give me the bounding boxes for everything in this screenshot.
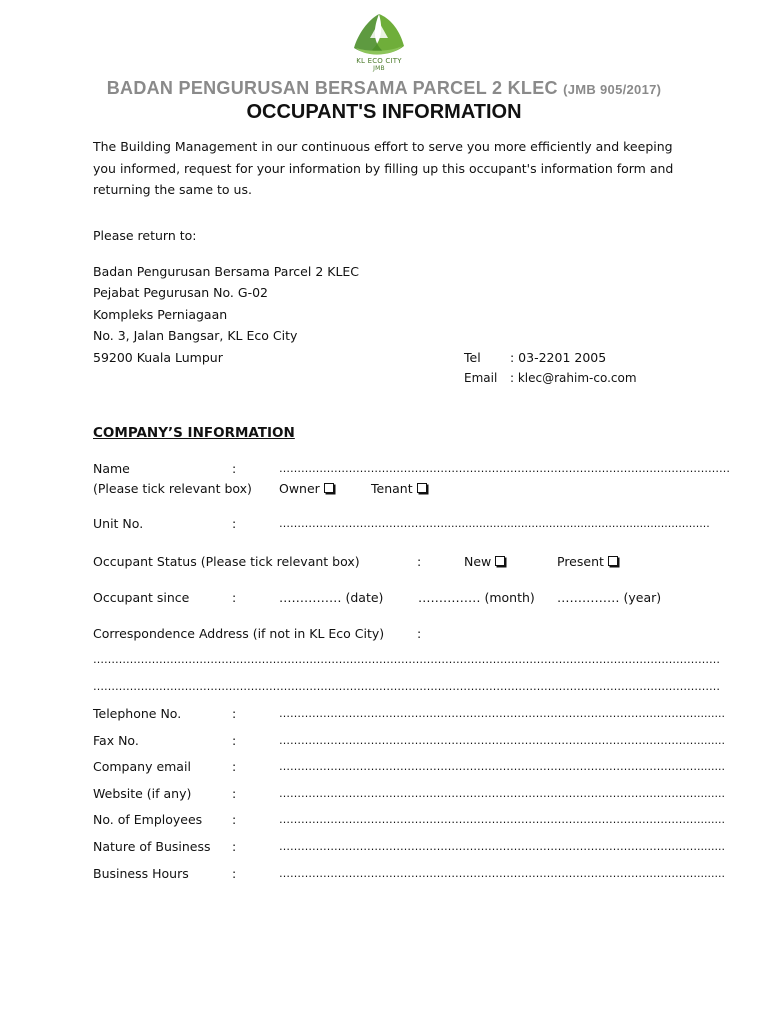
return-to-label: Please return to: — [93, 228, 197, 243]
present-label: Present — [557, 554, 604, 569]
website-field[interactable]: ……………………………………………………………………………………………………........ — [279, 787, 725, 800]
hours-field[interactable]: ……………………………………………………………………………………………………........ — [279, 867, 725, 880]
org-name: BADAN PENGURUSAN BERSAMA PARCEL 2 KLEC — [106, 78, 558, 98]
tick-instruction: (Please tick relevant box) — [93, 481, 252, 496]
correspondence-label: Correspondence Address (if not in KL Eco City) — [93, 626, 385, 641]
new-option — [464, 554, 505, 569]
colon: : — [232, 839, 237, 854]
colon: : — [417, 626, 422, 641]
date-field[interactable]: …………… (date) — [279, 590, 384, 605]
tel-label: Tel — [464, 350, 481, 365]
address-line: 59200 Kuala Lumpur — [93, 350, 223, 365]
name-field[interactable]: …………………………………………………………………………………………………………… — [279, 462, 730, 475]
address-line: Kompleks Perniagaan — [93, 307, 228, 322]
colon: : — [232, 461, 237, 476]
document-title: OCCUPANT'S INFORMATION — [246, 101, 522, 123]
colon: : — [232, 516, 237, 531]
owner-checkbox[interactable] — [324, 483, 334, 493]
colon: : — [232, 590, 237, 605]
colon: : — [232, 706, 237, 721]
tenant-checkbox[interactable] — [417, 483, 427, 493]
company-email-label: Company email — [93, 759, 191, 774]
colon: : — [232, 759, 237, 774]
unit-field[interactable]: ………………………………………............................................................................ — [279, 517, 710, 530]
address-line: No. 3, Jalan Bangsar, KL Eco City — [93, 328, 298, 343]
owner-option — [279, 481, 334, 496]
tenant-label: Tenant — [371, 481, 413, 496]
address-line: Badan Pengurusan Bersama Parcel 2 KLEC — [93, 264, 360, 279]
email-value: : klec@rahim-co.com — [510, 371, 637, 385]
since-label: Occupant since — [93, 590, 190, 605]
nature-field[interactable]: ……………………………………………………………………………………………………........ — [279, 840, 725, 853]
correspondence-line-2[interactable]: ……………………………………………………………………………………………………………………………………………………… — [93, 680, 720, 693]
intro-paragraph: The Building Management in our continuous effort to serve you more efficiently and keeping you informed, request for your information by filling up this occupant's information form and returning the same to us. — [93, 139, 674, 197]
correspondence-line-1[interactable]: ……………………………………………………………………………………………………………………………………………………… — [93, 653, 720, 666]
unit-label: Unit No. — [93, 516, 144, 531]
kl-eco-city-logo — [350, 12, 408, 74]
address-line: Pejabat Pegurusan No. G-02 — [93, 285, 268, 300]
present-option — [557, 554, 618, 569]
jmb-number: (JMB 905/2017) — [563, 82, 662, 97]
section-title: COMPANY’S INFORMATION — [93, 425, 295, 441]
colon: : — [232, 786, 237, 801]
email-label: Email — [464, 371, 498, 385]
year-field[interactable]: …………… (year) — [557, 590, 662, 605]
logo-subtext: JMB — [373, 65, 385, 72]
hours-label: Business Hours — [93, 866, 189, 881]
present-checkbox[interactable] — [608, 556, 618, 566]
colon: : — [417, 554, 422, 569]
fax-label: Fax No. — [93, 733, 139, 748]
tel-value: : 03-2201 2005 — [510, 350, 607, 365]
logo-text: KL ECO CITY — [356, 57, 402, 65]
company-email-field[interactable]: ……………………………………………………………………………………………………........ — [279, 760, 725, 773]
logo-leaf-icon — [350, 12, 408, 58]
new-checkbox[interactable] — [495, 556, 505, 566]
status-label: Occupant Status (Please tick relevant box) — [93, 554, 360, 569]
owner-label: Owner — [279, 481, 320, 496]
website-label: Website (if any) — [93, 786, 192, 801]
colon: : — [232, 866, 237, 881]
telephone-field[interactable]: ……………………………………………………………………………………………………........ — [279, 707, 725, 720]
tenant-option — [371, 481, 427, 496]
organization-title — [0, 78, 768, 99]
telephone-label: Telephone No. — [93, 706, 182, 721]
month-field[interactable]: …………… (month) — [418, 590, 535, 605]
nature-label: Nature of Business — [93, 839, 211, 854]
colon: : — [232, 733, 237, 748]
colon: : — [232, 812, 237, 827]
employees-label: No. of Employees — [93, 812, 203, 827]
employees-field[interactable]: ……………………………………………………………………………………………………........ — [279, 813, 725, 826]
name-label: Name — [93, 461, 130, 476]
fax-field[interactable]: ……………………………………………………………………………………………………........ — [279, 734, 725, 747]
new-label: New — [464, 554, 492, 569]
